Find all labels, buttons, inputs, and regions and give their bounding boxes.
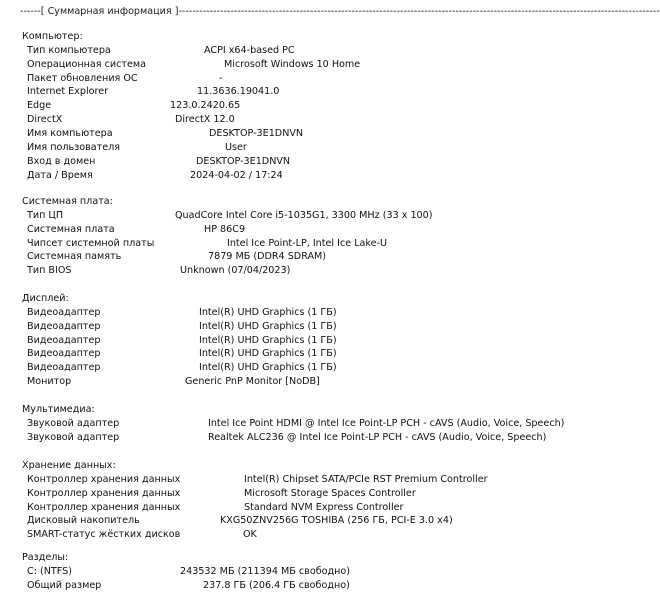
field-value: 7879 МБ (DDR4 SDRAM) <box>208 251 327 263</box>
field-value: OK <box>243 529 257 541</box>
field-value: 237.8 ГБ (206.4 ГБ свободно) <box>203 579 350 591</box>
field-value: Intel Ice Point HDMI @ Intel Ice Point-LP PCH - cAVS (Audio, Voice, Speech) <box>208 417 565 429</box>
section-title: Хранение данных: <box>22 460 116 471</box>
field-label: Edge <box>27 100 52 112</box>
field-value: Intel(R) UHD Graphics (1 ГБ) <box>199 348 337 360</box>
field-value: QuadCore Intel Core i5-1035G1, 3300 MHz (33 x 100) <box>175 209 433 221</box>
field-label: Тип BIOS <box>27 265 72 277</box>
field-value: ACPI x64-based PC <box>204 44 295 56</box>
field-label: Контроллер хранения данных <box>27 487 181 499</box>
field-value: Microsoft Storage Spaces Controller <box>244 487 416 499</box>
field-label: Монитор <box>27 376 72 388</box>
field-value: Realtek ALC236 @ Intel Ice Point-LP PCH - cAVS (Audio, Voice, Speech) <box>208 431 547 443</box>
field-value: 243532 МБ (211394 МБ свободно) <box>180 565 351 577</box>
field-label: Звуковой адаптер <box>27 417 120 429</box>
field-label: Чипсет системной платы <box>27 237 155 249</box>
field-value: DESKTOP-3E1DNVN <box>209 128 304 139</box>
field-label: Имя компьютера <box>27 128 113 139</box>
field-value: Intel(R) UHD Graphics (1 ГБ) <box>199 362 337 374</box>
field-value: Standard NVM Express Controller <box>244 501 404 513</box>
field-label: Звуковой адаптер <box>27 431 120 443</box>
field-label: Видеоадаптер <box>27 362 101 374</box>
field-label: Видеоадаптер <box>27 334 101 346</box>
section-title: Разделы: <box>22 552 69 563</box>
field-label: DirectX <box>27 114 63 126</box>
field-label: Internet Explorer <box>27 86 109 98</box>
field-value: Generic PnP Monitor [NoDB] <box>185 376 320 388</box>
field-label: Дисковый накопитель <box>27 515 140 527</box>
field-value: Microsoft Windows 10 Home <box>224 58 361 70</box>
field-value: KXG50ZNV256G TOSHIBA (256 ГБ, PCI-E 3.0 x4) <box>220 515 453 527</box>
field-value: Intel Ice Point-LP, Intel Ice Lake-U <box>227 237 388 249</box>
field-value: DirectX 12.0 <box>175 114 235 126</box>
field-label: Контроллер хранения данных <box>27 501 181 513</box>
field-label: Системная плата <box>27 223 115 235</box>
field-label: Вход в домен <box>27 155 96 167</box>
field-value: - <box>219 72 223 84</box>
field-label: Операционная система <box>27 58 146 70</box>
field-value: Intel(R) Chipset SATA/PCIe RST Premium Controller <box>244 473 488 485</box>
field-value: Unknown (07/04/2023) <box>180 265 291 277</box>
field-label: Тип компьютера <box>27 44 111 56</box>
field-label: Имя пользователя <box>27 141 121 153</box>
field-value: Intel(R) UHD Graphics (1 ГБ) <box>199 306 337 318</box>
section-title: Дисплей: <box>22 293 69 304</box>
field-label: SMART-статус жёстких дисков <box>27 529 181 541</box>
field-label: Системная память <box>27 251 122 263</box>
section-title: Мультимедиа: <box>22 404 95 415</box>
field-label: C: (NTFS) <box>27 565 72 577</box>
field-value: HP 86C9 <box>204 223 246 235</box>
field-label: Видеоадаптер <box>27 348 101 360</box>
field-label: Тип ЦП <box>27 209 64 221</box>
section-title: Компьютер: <box>22 31 83 42</box>
field-label: Общий размер <box>27 579 102 591</box>
report-header: ------[ Суммарная информация ]------------------------------------------------------------------------------------------------------------------------------------------- <box>20 6 660 17</box>
field-label: Пакет обновления ОС <box>27 72 138 84</box>
field-value: User <box>225 141 247 153</box>
section-title: Системная плата: <box>22 196 113 207</box>
field-value: 123.0.2420.65 <box>170 100 241 112</box>
field-value: Intel(R) UHD Graphics (1 ГБ) <box>199 334 337 346</box>
field-value: 2024-04-02 / 17:24 <box>190 169 283 181</box>
field-label: Видеоадаптер <box>27 306 101 318</box>
field-value: DESKTOP-3E1DNVN <box>196 155 291 167</box>
field-label: Контроллер хранения данных <box>27 473 181 485</box>
field-value: Intel(R) UHD Graphics (1 ГБ) <box>199 320 337 332</box>
field-label: Дата / Время <box>27 169 93 181</box>
field-label: Видеоадаптер <box>27 320 101 332</box>
field-value: 11.3636.19041.0 <box>197 86 280 98</box>
